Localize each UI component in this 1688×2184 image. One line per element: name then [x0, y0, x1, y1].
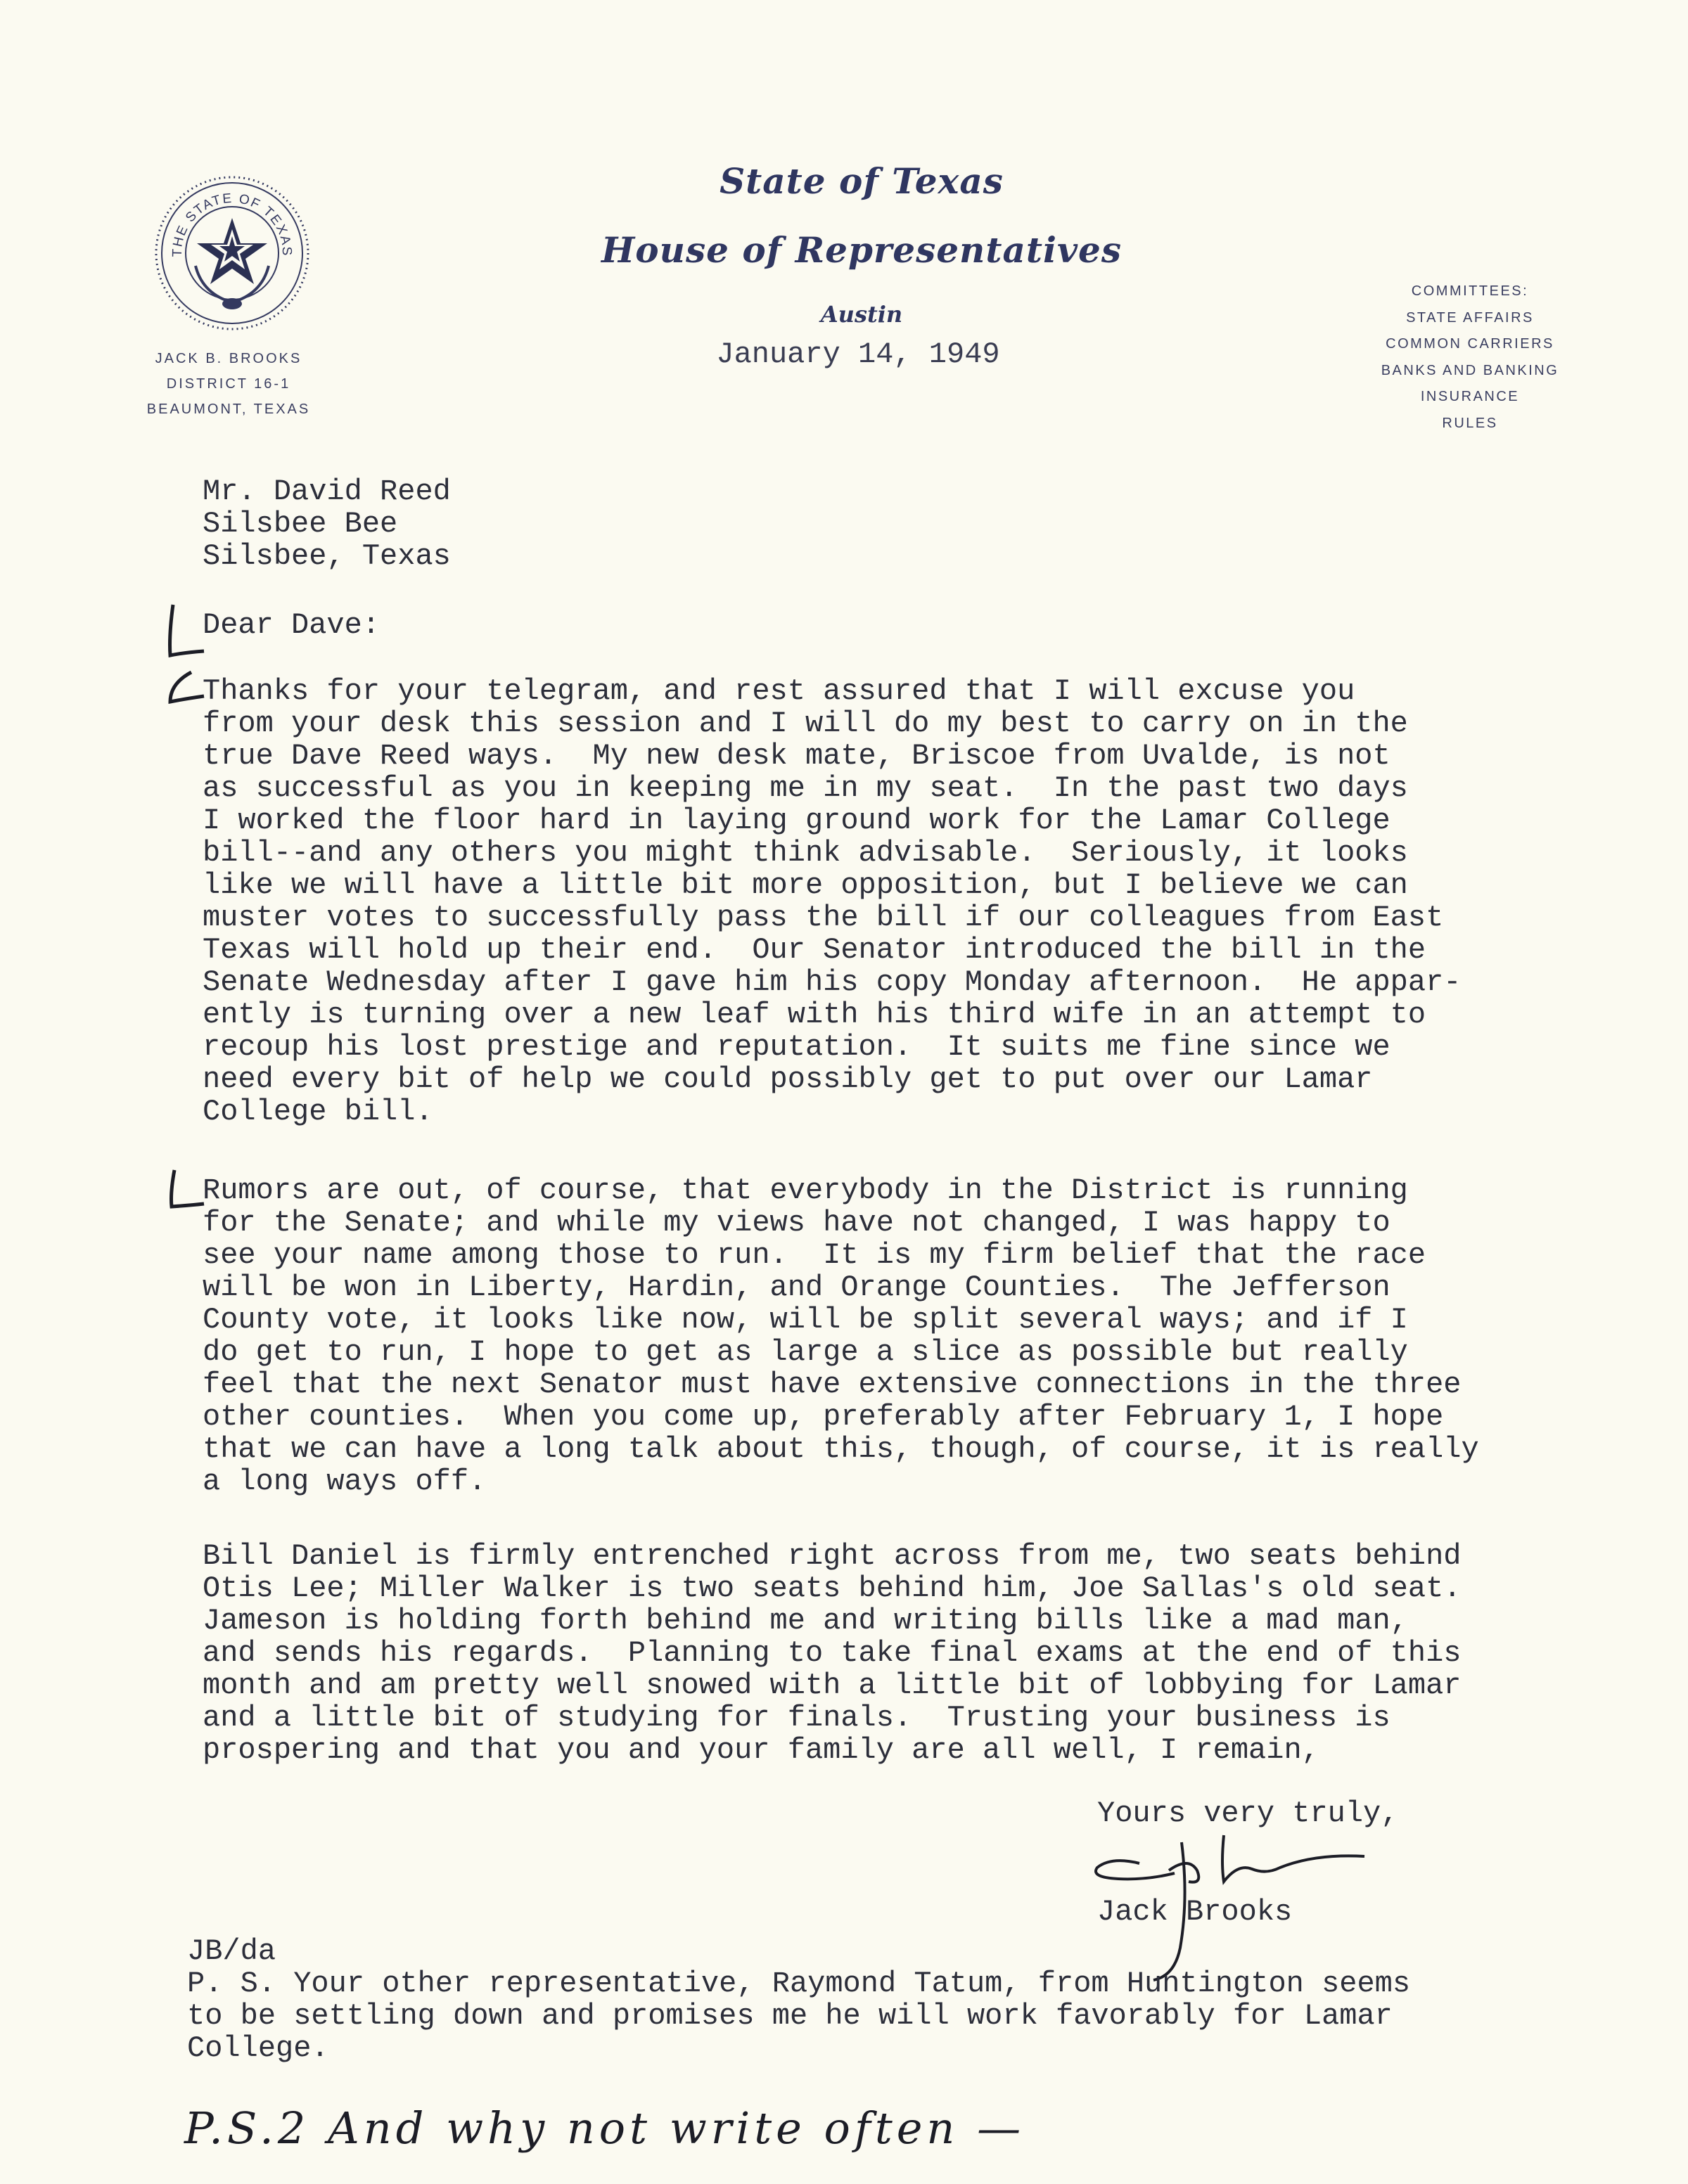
recipient-line: Silsbee, Texas: [203, 539, 451, 573]
committee-item: COMMON CARRIERS: [1386, 336, 1554, 352]
letter-date: January 14, 1949: [716, 338, 1000, 371]
body-line: Bill Daniel is firmly entrenched right across from me, two seats behind: [203, 1539, 1462, 1573]
body-line: need every bit of help we could possibly get to put over our Lamar: [203, 1062, 1373, 1096]
body-line: and sends his regards. Planning to take final exams at the end of this: [203, 1636, 1462, 1670]
body-line: College bill.: [203, 1095, 433, 1129]
margin-bracket-mark: [163, 1164, 205, 1235]
recipient-address: [203, 475, 451, 572]
committee-item: BANKS AND BANKING: [1381, 362, 1559, 378]
handwritten-postscript: P.S.2 And why not write often —: [184, 2102, 1025, 2154]
body-line: bill--and any others you might think advisable. Seriously, it looks: [203, 836, 1408, 870]
body-line: prospering and that you and your family are all well, I remain,: [203, 1733, 1319, 1767]
body-line: Otis Lee; Miller Walker is two seats behind him, Joe Sallas's old seat.: [203, 1572, 1462, 1605]
closing-text: Yours very truly,: [1097, 1797, 1399, 1830]
representative-name: JACK B. BROOKS: [155, 351, 302, 366]
letterhead-city: Austin: [820, 301, 903, 328]
body-line: a long ways off.: [203, 1465, 487, 1498]
committees-block: [1329, 278, 1611, 437]
body-line: true Dave Reed ways. My new desk mate, Briscoe from Uvalde, is not: [203, 739, 1390, 773]
body-line: like we will have a little bit more opposition, but I believe we can: [203, 868, 1408, 902]
letterhead-title-house: House of Representatives: [601, 229, 1122, 271]
postscript-line: P. S. Your other representative, Raymond Tatum, from Huntington seems: [187, 1967, 1411, 2000]
typist-initials: [187, 1935, 276, 1967]
margin-bracket-mark: [163, 665, 205, 736]
body-line: Rumors are out, of course, that everybody in the District is running: [203, 1174, 1408, 1207]
body-line: Jameson is holding forth behind me and writing bills like a mad man,: [203, 1604, 1408, 1638]
initials-text: JB/da: [187, 1934, 276, 1968]
body-line: from your desk this session and I will do my best to carry on in the: [203, 707, 1408, 740]
body-line: see your name among those to run. It is my firm belief that the race: [203, 1238, 1426, 1272]
seal-icon: [153, 174, 311, 332]
body-line: that we can have a long talk about this, though, of course, it is really: [203, 1432, 1479, 1466]
body-line: for the Senate; and while my views have not changed, I was happy to: [203, 1206, 1390, 1240]
margin-bracket-mark: [163, 600, 205, 671]
salutation: [203, 609, 380, 641]
body-line: do get to run, I hope to get as large a slice as possible but really: [203, 1335, 1408, 1369]
body-line: recoup his lost prestige and reputation. It suits me fine since we: [203, 1030, 1390, 1064]
postscript-line: to be settling down and promises me he will work favorably for Lamar: [187, 1999, 1393, 2033]
paragraph-3: [203, 1540, 1462, 1766]
postscript: [187, 1967, 1410, 2064]
body-line: other counties. When you come up, preferably after February 1, I hope: [203, 1400, 1444, 1434]
body-line: and a little bit of studying for finals. Trusting your business is: [203, 1701, 1390, 1735]
body-line: feel that the next Senator must have extensive connections in the three: [203, 1368, 1462, 1401]
body-line: Texas will hold up their end. Our Senator introduced the bill in the: [203, 933, 1426, 967]
body-line: month and am pretty well snowed with a little bit of lobbying for Lamar: [203, 1669, 1462, 1702]
signature-name-text: Jack Brooks: [1097, 1895, 1293, 1929]
body-line: Thanks for your telegram, and rest assured that I will excuse you: [203, 674, 1355, 708]
committees-heading: COMMITTEES:: [1411, 283, 1529, 299]
body-line: as successful as you in keeping me in my seat. In the past two days: [203, 771, 1408, 805]
seal-text: THE STATE OF TEXAS: [170, 191, 295, 257]
signature-name: [1097, 1896, 1292, 1928]
postscript-line: College.: [187, 2031, 329, 2065]
representative-district: DISTRICT 16-1: [166, 376, 291, 392]
committee-item: STATE AFFAIRS: [1406, 309, 1534, 326]
recipient-line: Silsbee Bee: [203, 507, 398, 541]
texas-seal: [153, 174, 311, 332]
body-line: I worked the floor hard in laying ground work for the Lamar College: [203, 804, 1390, 837]
body-line: muster votes to successfully pass the bill if our colleagues from East: [203, 901, 1444, 934]
body-line: will be won in Liberty, Hardin, and Orange Counties. The Jefferson: [203, 1271, 1390, 1304]
letterhead-title-state: State of Texas: [720, 160, 1004, 202]
body-line: ently is turning over a new leaf with his third wife in an attempt to: [203, 998, 1426, 1032]
committee-item: RULES: [1442, 415, 1498, 431]
representative-location: BEAUMONT, TEXAS: [146, 402, 311, 417]
representative-block: [106, 346, 352, 422]
paragraph-2: [203, 1174, 1479, 1498]
body-line: County vote, it looks like now, will be split several ways; and if I: [203, 1303, 1408, 1337]
body-line: Senate Wednesday after I gave him his copy Monday afternoon. He appar-: [203, 965, 1462, 999]
paragraph-1: [203, 675, 1462, 1128]
committee-item: INSURANCE: [1420, 389, 1520, 404]
recipient-line: Mr. David Reed: [203, 475, 451, 508]
salutation-text: Dear Dave:: [203, 608, 381, 642]
